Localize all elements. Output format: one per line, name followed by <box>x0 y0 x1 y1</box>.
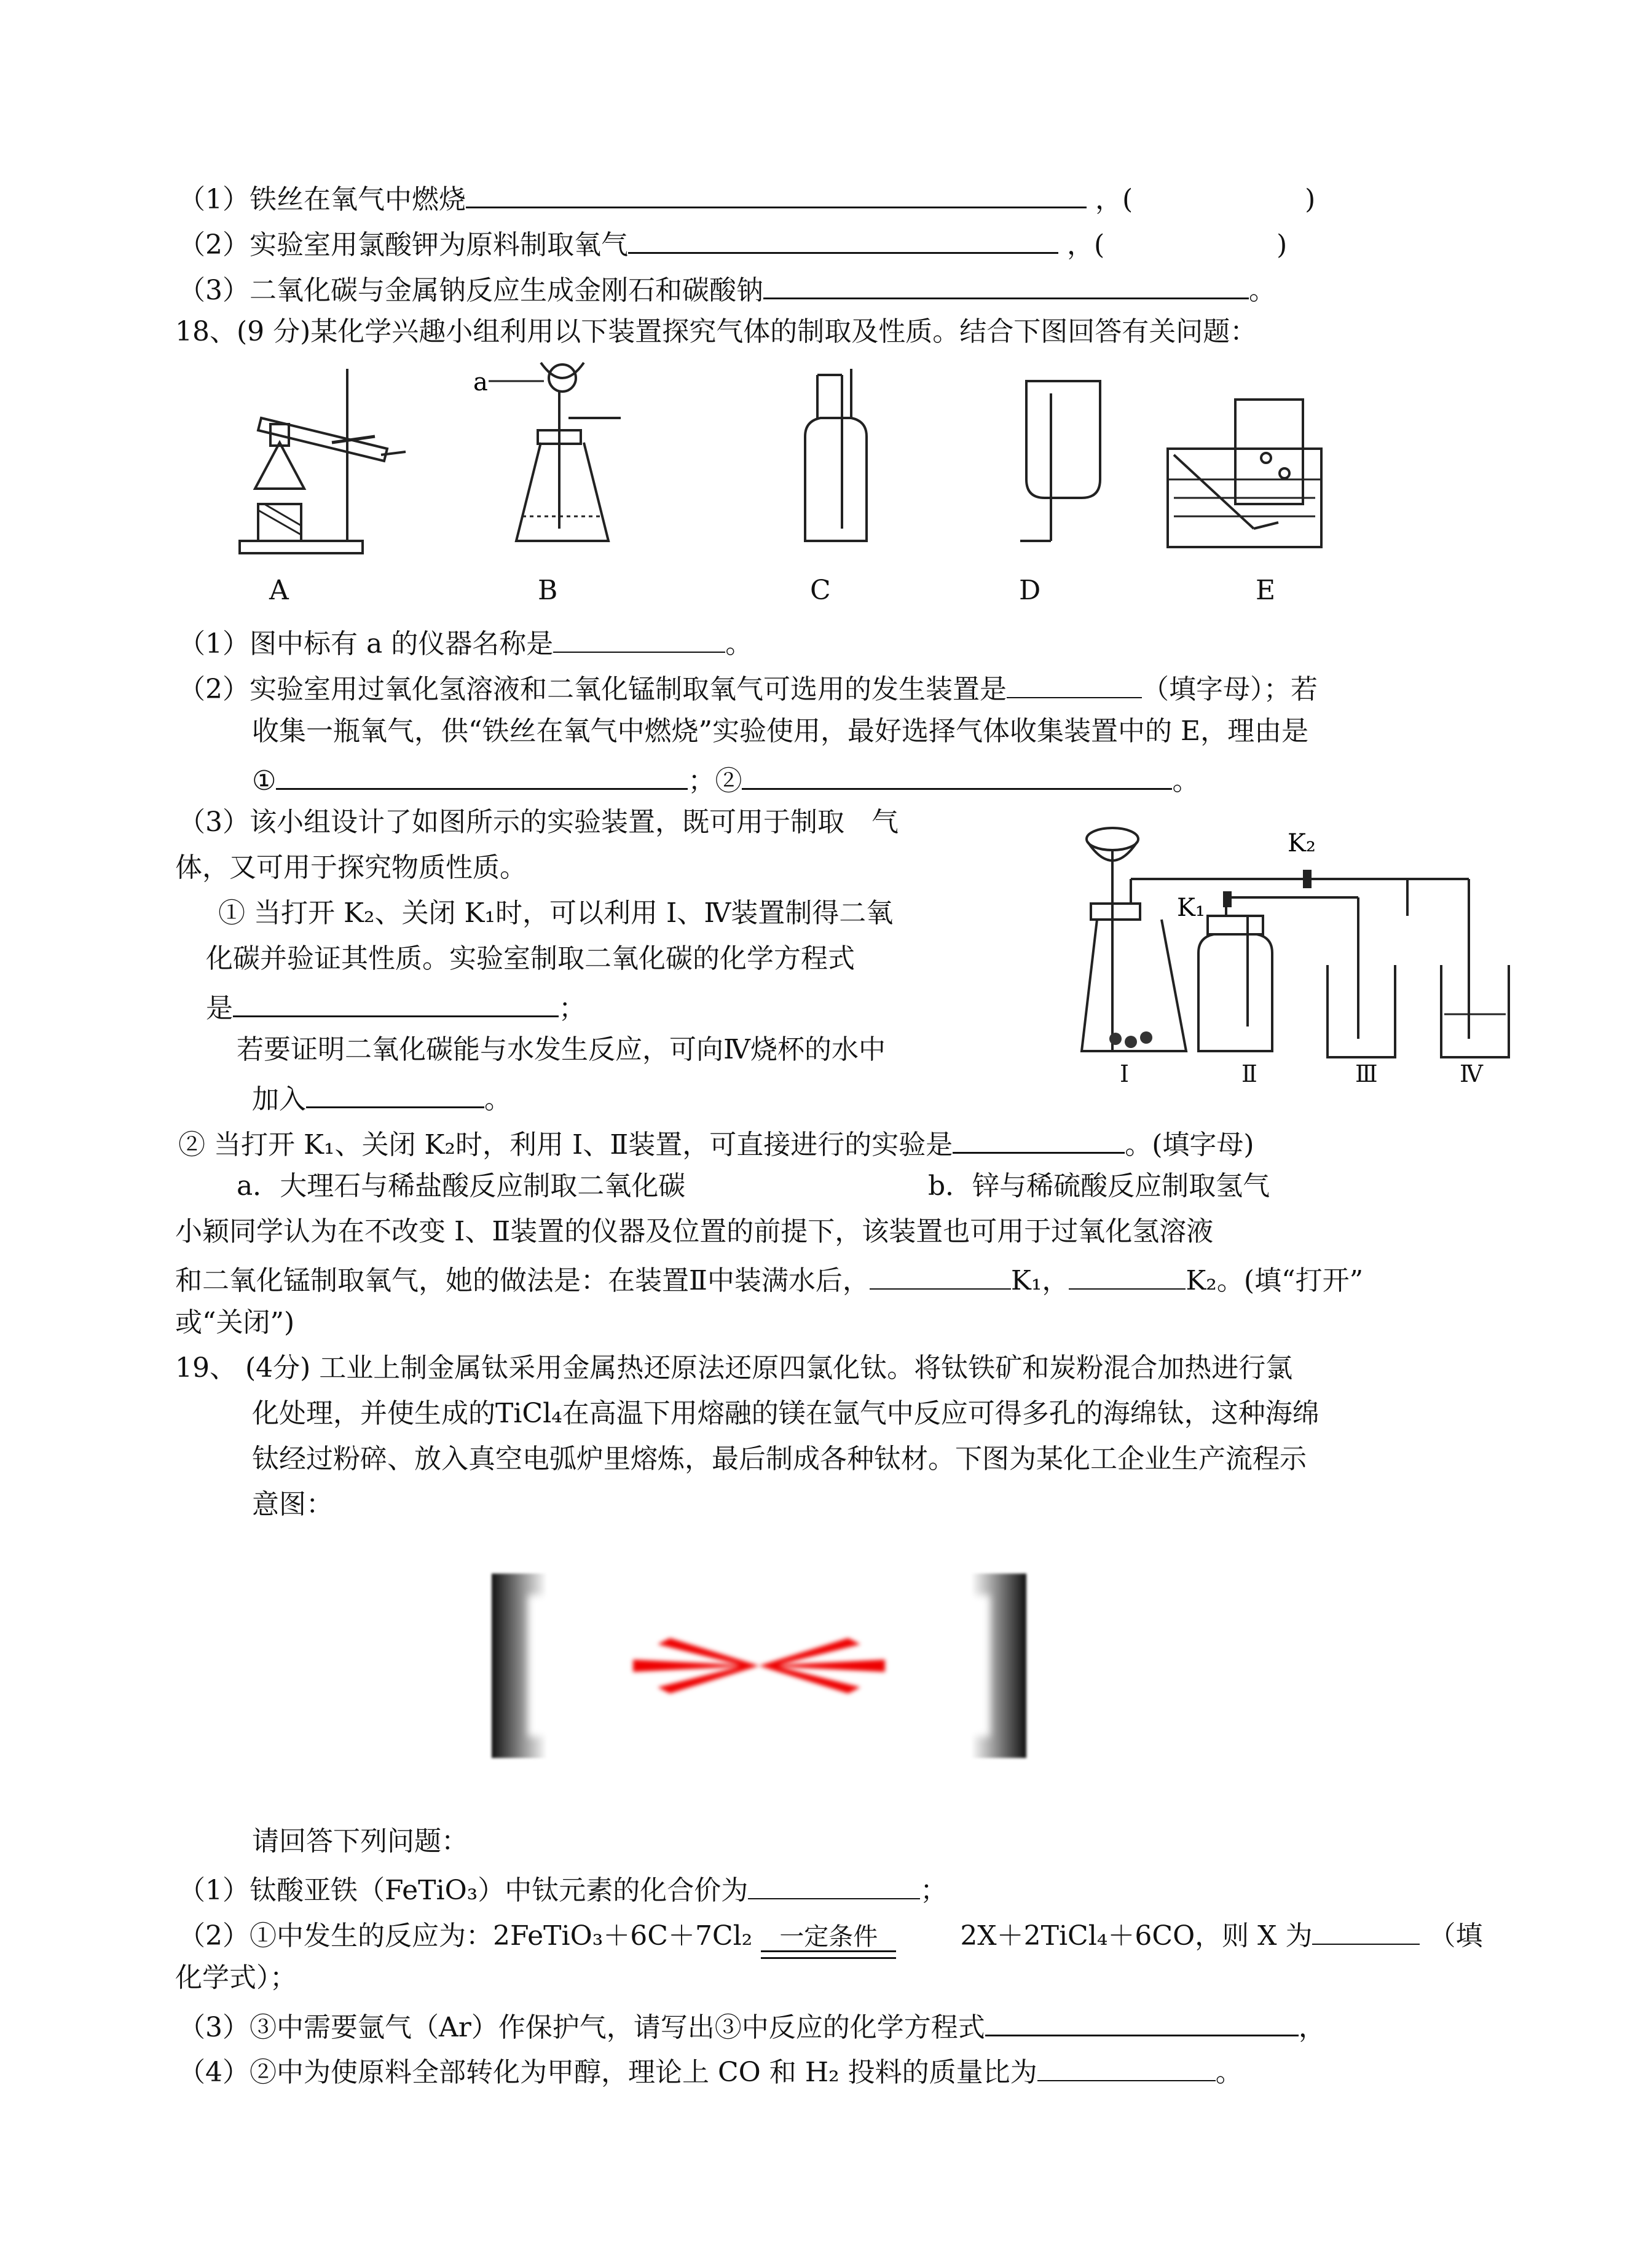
answer-blank[interactable] <box>628 223 1058 254</box>
q18-option-b: b．锌与稀硫酸反应制取氢气 <box>928 1170 1270 1202</box>
q18-part-3-line-10: 或“关闭”) <box>175 1307 295 1338</box>
q18-part-3-line-2: 体，又可用于探究物质性质。 <box>175 852 527 883</box>
answer-blank[interactable] <box>742 759 1172 790</box>
answer-blank[interactable] <box>233 986 559 1017</box>
q19-part-3: （3）③中需要氩气（Ar）作保护气，请写出③中反应的化学方程式 ， <box>178 2005 1326 2046</box>
apparatus-label-c: C <box>810 575 831 606</box>
answer-blank[interactable] <box>985 2005 1299 2036</box>
label-a: a <box>473 368 488 396</box>
q18-part-2-line-3: ① ；② 。 <box>252 759 1199 800</box>
q19-ask: 请回答下列问题： <box>252 1826 468 1857</box>
answer-blank[interactable] <box>1037 2051 1216 2081</box>
answer-blank[interactable] <box>466 177 1087 208</box>
q17-item-2: （2）实验室用氯酸钾为原料制取氧气 ，( ) <box>178 223 1287 264</box>
double-equals-sign <box>761 1950 896 1959</box>
answer-blank[interactable] <box>276 759 688 790</box>
q18-part-3-line-9: 和二氧化锰制取氧气，她的做法是：在装置Ⅱ中装满水后， K₁， K₂。(填“打开” <box>175 1259 1363 1299</box>
apparatus-a-icon <box>240 369 406 553</box>
answer-blank[interactable] <box>870 1259 1011 1290</box>
answer-blank[interactable] <box>748 1869 920 1899</box>
q17-item-3: （3）二氧化碳与金属钠反应生成金刚石和碳酸钠 。 <box>178 268 1276 309</box>
q19-part-2-cont: 化学式）； <box>175 1962 297 1993</box>
apparatus-c-icon <box>805 369 867 541</box>
apparatus-label-b: B <box>538 575 558 606</box>
q18-part-3-line-8: 小颖同学认为在不改变 Ⅰ、Ⅱ装置的仪器及位置的前提下，该装置也可用于过氧化氢溶液 <box>175 1216 1214 1247</box>
apparatus-b-icon <box>473 363 621 541</box>
answer-blank[interactable] <box>953 1122 1125 1154</box>
q19-header-line-1: 19、 (4分) 工业上制金属钛采用金属热还原法还原四氯化钛。将钛铁矿和炭粉混合加热进行氯 <box>175 1352 1293 1384</box>
apparatus-label-a: A <box>269 575 289 606</box>
figure-label-iii: Ⅲ <box>1355 1060 1378 1087</box>
answer-blank[interactable] <box>1069 1259 1186 1290</box>
q18-part-1: （1）图中标有 a 的仪器名称是 。 <box>178 622 752 663</box>
q18-part-3-line-1: （3）该小组设计了如图所示的实验装置，既可用于制取 气 <box>178 806 899 838</box>
q18-part-3-line-3: ① 当打开 K₂、关闭 K₁时，可以利用 Ⅰ、Ⅳ装置制得二氧 <box>218 897 894 929</box>
apparatus-figure-a-to-e <box>227 357 1420 566</box>
apparatus-e-icon <box>1168 400 1321 547</box>
q17-item-1: （1）铁丝在氧气中燃烧 ，( ) <box>178 177 1315 218</box>
flow-diagram-placeholder <box>492 1574 1026 1758</box>
q19-part-2: （2）①中发生的反应为：2FeTiO₃＋6C＋7Cl₂ 一定条件 2X＋2TiCl₄＋6CO，则 X 为 （填 <box>178 1914 1482 1955</box>
apparatus-d-icon <box>1020 381 1100 541</box>
answer-blank[interactable] <box>1007 668 1142 698</box>
figure-label-ii: Ⅱ <box>1241 1060 1257 1087</box>
q19-header-line-3: 钛经过粉碎、放入真空电弧炉里熔炼，最后制成各种钛材。下图为某化工企业生产流程示 <box>252 1443 1307 1475</box>
answer-blank[interactable] <box>553 622 725 653</box>
q18-part-3-sub-2: ② 当打开 K₁、关闭 K₂时，利用 Ⅰ、Ⅱ装置，可直接进行的实验是 。(填字母) <box>178 1122 1254 1164</box>
q19-header-line-2: 化处理，并使生成的TiCl₄在高温下用熔融的镁在氩气中反应可得多孔的海绵钛，这种海绵 <box>252 1398 1320 1429</box>
q19-header-line-4: 意图： <box>252 1489 333 1520</box>
figure-label-i: Ⅰ <box>1120 1060 1130 1087</box>
reaction-condition: 一定条件 <box>761 1918 896 1955</box>
q19-part-1: （1）钛酸亚铁（FeTiO₃）中钛元素的化合价为 ； <box>178 1869 947 1909</box>
q19-part-4: （4）②中为使原料全部转化为甲醇，理论上 CO 和 H₂ 投料的质量比为 。 <box>178 2051 1243 2091</box>
q18-header: 18、(9 分)某化学兴趣小组利用以下装置探究气体的制取及性质。结合下图回答有关问题： <box>175 316 1257 347</box>
q18-part-2-line-1: （2）实验室用过氧化氢溶液和二氧化锰制取氧气可选用的发生装置是 （填字母）；若 <box>178 668 1318 708</box>
label-k1: K₁ <box>1177 894 1205 922</box>
q18-part-2-line-2: 收集一瓶氧气，供“铁丝在氧气中燃烧”实验使用，最好选择气体收集装置中的 E，理由是 <box>252 715 1309 747</box>
answer-blank[interactable] <box>306 1077 484 1108</box>
label-k2: K₂ <box>1288 829 1316 857</box>
apparatus-label-e: E <box>1256 575 1276 606</box>
q18-part-3-line-7: 加入 。 <box>252 1077 511 1118</box>
q18-part-3-line-4: 化碳并验证其性质。实验室制取二氧化碳的化学方程式 <box>206 943 855 974</box>
q18-option-a: a．大理石与稀盐酸反应制取二氧化碳 <box>237 1170 686 1202</box>
q18-part-3-line-6: 若要证明二氧化碳能与水发生反应，可向Ⅳ烧杯的水中 <box>237 1034 886 1065</box>
q18-part-3-line-5: 是 ； <box>206 986 586 1027</box>
apparatus-label-d: D <box>1019 575 1041 606</box>
figure-label-iv: Ⅳ <box>1460 1060 1483 1087</box>
answer-blank[interactable] <box>1312 1914 1420 1945</box>
apparatus-figure-i-to-iv <box>1063 805 1524 1094</box>
answer-blank[interactable] <box>763 268 1249 299</box>
broken-image-icon <box>633 1635 885 1696</box>
